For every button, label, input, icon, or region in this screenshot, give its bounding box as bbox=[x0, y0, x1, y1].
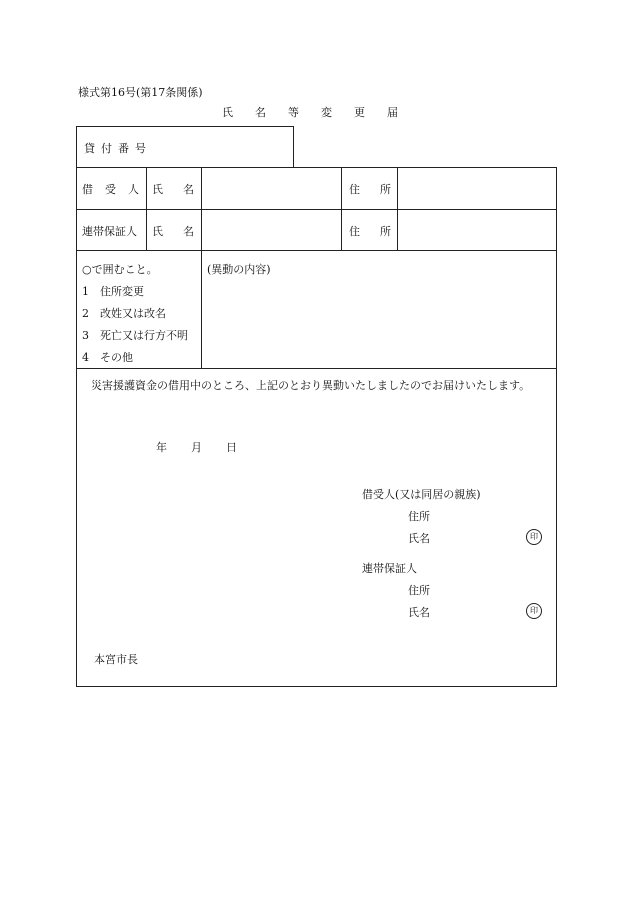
change-details-field[interactable] bbox=[203, 276, 554, 366]
signature-guarantor-address: 住所 bbox=[408, 584, 430, 597]
date-year: 年 bbox=[156, 441, 167, 454]
addressee: 本宮市長 bbox=[94, 653, 138, 666]
page-title: 氏名等変更届 bbox=[222, 106, 420, 119]
signature-guarantor-heading: 連帯保証人 bbox=[362, 562, 417, 575]
guarantor-name-field[interactable] bbox=[203, 211, 339, 248]
options-instruction: ○で囲むこと。 bbox=[82, 263, 158, 276]
guarantor-name-label: 氏名 bbox=[152, 225, 214, 238]
loan-number-label: 貸付番号 bbox=[84, 142, 152, 155]
borrower-label: 借受人 bbox=[82, 183, 151, 196]
signature-borrower-heading: 借受人(又は同居の親族) bbox=[362, 488, 481, 501]
seal-icon: 印 bbox=[526, 603, 542, 619]
statement-text: 災害援護資金の借用中のところ、上記のとおり異動いたしましたのでお届けいたします。 bbox=[91, 379, 531, 392]
form-number: 様式第16号(第17条関係) bbox=[78, 86, 203, 99]
date-month: 月 bbox=[191, 441, 202, 454]
seal-icon: 印 bbox=[526, 529, 542, 545]
signature-borrower-name: 氏名 bbox=[408, 532, 430, 545]
guarantor-address-field[interactable] bbox=[399, 211, 554, 248]
change-details-label: (異動の内容) bbox=[207, 263, 271, 276]
borrower-address-label: 住所 bbox=[349, 183, 411, 196]
option-item[interactable]: 2 改姓又は改名 bbox=[82, 307, 166, 320]
option-item[interactable]: 4 その他 bbox=[82, 351, 133, 364]
borrower-address-field[interactable] bbox=[399, 169, 554, 207]
borrower-name-label: 氏名 bbox=[152, 183, 214, 196]
guarantor-label: 連帯保証人 bbox=[82, 225, 137, 238]
borrower-name-field[interactable] bbox=[203, 169, 339, 207]
option-item[interactable]: 1 住所変更 bbox=[82, 285, 144, 298]
date-day: 日 bbox=[226, 441, 237, 454]
guarantor-address-label: 住所 bbox=[349, 225, 411, 238]
option-item[interactable]: 3 死亡又は行方不明 bbox=[82, 329, 188, 342]
signature-borrower-address: 住所 bbox=[408, 510, 430, 523]
signature-guarantor-name: 氏名 bbox=[408, 606, 430, 619]
